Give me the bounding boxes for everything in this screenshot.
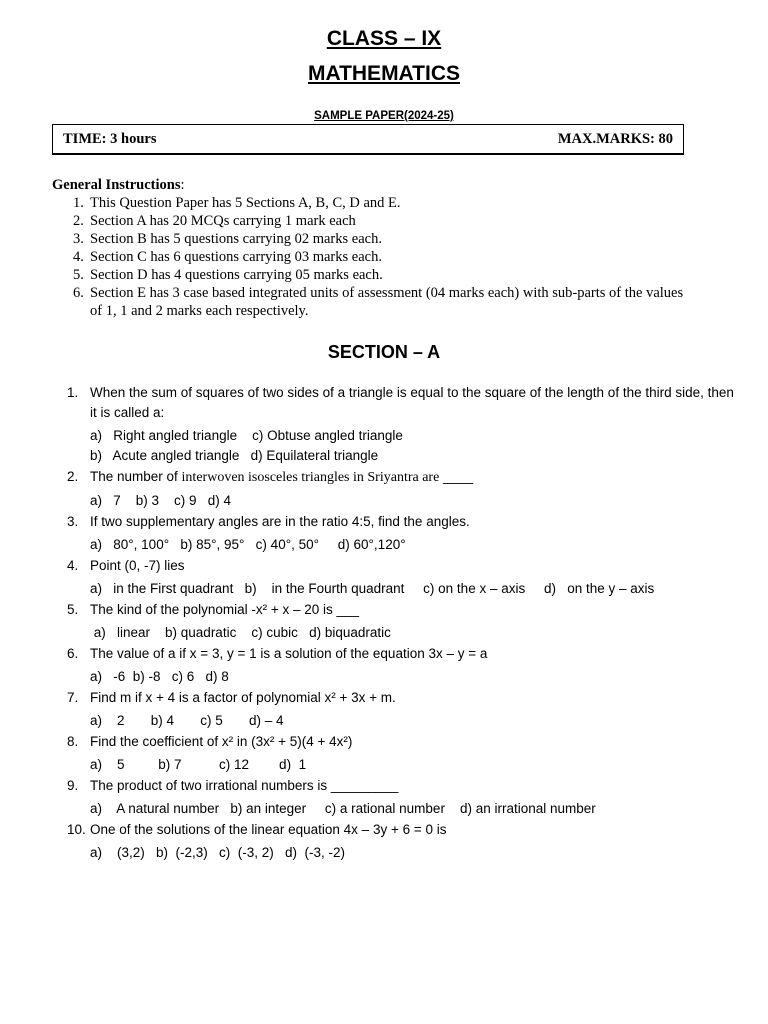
instruction-number: 5.	[73, 267, 84, 283]
time-label: TIME: 3 hours	[63, 131, 157, 147]
instruction-text: Section B has 5 questions carrying 02 marks each.	[90, 231, 382, 247]
question-item	[67, 600, 737, 643]
question-text-serif: interwoven isosceles triangles in Sriyantra are	[181, 470, 440, 485]
question-item	[67, 512, 737, 555]
question-text: Find the coefficient of x² in (3x² + 5)(4 + 4x²)	[90, 734, 353, 749]
question-number: 9.	[67, 778, 79, 793]
max-marks-label: MAX.MARKS: 80	[557, 131, 673, 147]
instructions-list	[70, 194, 690, 320]
question-blank: ____	[439, 469, 474, 484]
instruction-item	[70, 194, 690, 212]
question-options	[67, 579, 737, 599]
question-item	[67, 644, 737, 687]
option-line: b) Acute angled triangle d) Equilateral triangle	[90, 448, 379, 463]
question-text: Find m if x + 4 is a factor of polynomial x² + 3x + m.	[90, 690, 396, 705]
question-number: 10.	[67, 822, 86, 837]
option-line: a) (3,2) b) (-2,3) c) (-3, 2) d) (-3, -2)	[90, 845, 346, 860]
instruction-item	[70, 284, 690, 320]
option-line: a) Right angled triangle c) Obtuse angled triangle	[90, 428, 403, 443]
option-line: a) 2 b) 4 c) 5 d) – 4	[90, 713, 284, 728]
instruction-number: 2.	[73, 213, 84, 229]
question-number: 5.	[67, 602, 79, 617]
subject-title: MATHEMATICS	[307, 62, 461, 85]
section-a-heading: SECTION – A	[327, 342, 441, 362]
instruction-number: 6.	[73, 285, 84, 301]
question-text: The number of	[90, 469, 182, 484]
question-item	[67, 467, 737, 511]
instruction-item	[70, 212, 690, 230]
question-number: 7.	[67, 690, 79, 705]
question-options	[67, 711, 737, 731]
option-line: a) 80°, 100° b) 85°, 95° c) 40°, 50° d) 60°,120°	[90, 537, 406, 552]
question-options	[67, 799, 737, 819]
question-item	[67, 688, 737, 731]
question-item	[67, 383, 737, 466]
instruction-item	[70, 230, 690, 248]
option-line: a) -6 b) -8 c) 6 d) 8	[90, 669, 229, 684]
question-number: 2.	[67, 469, 79, 484]
option-line: a) in the First quadrant b) in the Fourth quadrant c) on the x – axis d) on the y – axis	[90, 581, 655, 596]
question-number: 6.	[67, 646, 79, 661]
question-options	[67, 755, 737, 775]
question-number: 3.	[67, 514, 79, 529]
time-marks-box	[52, 124, 684, 155]
question-text: If two supplementary angles are in the ratio 4:5, find the angles.	[90, 514, 470, 529]
instruction-text: Section E has 3 case based integrated units of assessment (04 marks each) with sub-parts of the values of 1, 1 and 2 marks each respectively.	[90, 285, 684, 319]
question-options	[67, 535, 737, 555]
question-text: One of the solutions of the linear equation 4x – 3y + 6 = 0 is	[90, 822, 447, 837]
sample-paper-label: SAMPLE PAPER(2024-25)	[314, 110, 454, 122]
general-instructions-colon: :	[180, 177, 185, 193]
question-options	[67, 491, 737, 511]
question-item	[67, 556, 737, 599]
question-number: 8.	[67, 734, 79, 749]
class-title: CLASS – IX	[326, 27, 442, 50]
question-number: 4.	[67, 558, 79, 573]
instruction-text: Section C has 6 questions carrying 03 marks each.	[90, 249, 382, 265]
question-text: The value of a if x = 3, y = 1 is a solution of the equation 3x – y = a	[90, 646, 488, 661]
option-line: a) 5 b) 7 c) 12 d) 1	[90, 757, 307, 772]
instruction-number: 3.	[73, 231, 84, 247]
instruction-text: Section D has 4 questions carrying 05 marks each.	[90, 267, 383, 283]
instruction-text: This Question Paper has 5 Sections A, B, C, D and E.	[90, 195, 401, 211]
general-instructions-heading	[52, 177, 185, 194]
question-number: 1.	[67, 385, 79, 400]
option-line: a) A natural number b) an integer c) a rational number d) an irrational number	[90, 801, 596, 816]
question-item	[67, 820, 737, 863]
general-instructions-text: General Instructions	[52, 177, 181, 193]
question-text: The product of two irrational numbers is _________	[90, 778, 399, 793]
option-line: a) 7 b) 3 c) 9 d) 4	[90, 493, 232, 508]
instruction-text: Section A has 20 MCQs carrying 1 mark each	[90, 213, 356, 229]
question-options	[67, 667, 737, 687]
question-text: Point (0, -7) lies	[90, 558, 185, 573]
question-options	[67, 426, 737, 466]
question-list	[67, 383, 737, 864]
question-options	[67, 623, 737, 643]
question-options	[67, 843, 737, 863]
question-text: When the sum of squares of two sides of a triangle is equal to the square of the length of the third side, then it is called a:	[90, 385, 734, 420]
instruction-number: 1.	[73, 195, 84, 211]
instruction-item	[70, 248, 690, 266]
question-item	[67, 732, 737, 775]
instruction-number: 4.	[73, 249, 84, 265]
option-line: a) linear b) quadratic c) cubic d) biquadratic	[90, 625, 391, 640]
instruction-item	[70, 266, 690, 284]
question-item	[67, 776, 737, 819]
question-text: The kind of the polynomial -x² + x – 20 is ___	[90, 602, 360, 617]
